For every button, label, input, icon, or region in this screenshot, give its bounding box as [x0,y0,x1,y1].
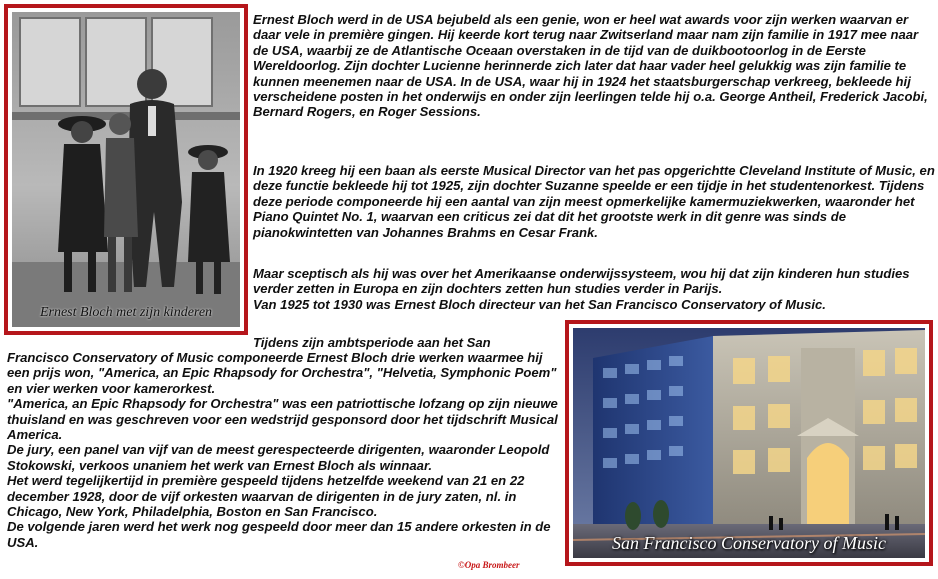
copyright-credit: ©Opa Brombeer [458,560,520,570]
conservatory-photo [573,328,925,558]
conservatory-photo-image [573,328,925,558]
article-paragraph-4-first-line: Tijdens zijn ambtsperiode aan het San [253,335,491,350]
conservatory-photo-caption: San Francisco Conservatory of Music [612,533,886,553]
article-paragraph-1: Ernest Bloch werd in de USA bejubeld als een genie, won er heel wat awards voor zijn werken waarvan er daar vele in première gingen. Hij keerde kort terug naar Zwitserland maar nam zijn familie in 1917 mee naar de USA, waarbij ze de Atlantische Oceaan overstaken in de tijd van de duikbootoorlog in de Eerste Wereldoorlog. Zijn dochter Lucienne herinnerde zich later dat haar vader heel gelukkig was zijn familie te kunnen meenemen naar de USA. In de USA, waar hij in 1924 het staatsburgerschap verkreeg, bekleede hij verscheidene posten in het onderwijs en onder zijn leerlingen telde hij o.a. George Antheil, Frederick Jacobi, Bernard Rogers, en Roger Sessions. [253,12,928,120]
family-photo-caption: Ernest Bloch met zijn kinderen [39,305,213,320]
family-photo-frame [4,4,248,335]
family-photo [12,12,240,327]
article-paragraph-3: Maar sceptisch als hij was over het Amerikaanse onderwijssysteem, wou hij dat zijn kinderen hun studies verder zetten in Europa en zijn dochters zetten hun studies verder in Parijs. Van 1925 tot 1930 was Ernest Bloch directeur van het San Francisco Conservatory of Music. [253,266,910,312]
article-paragraph-2: In 1920 kreeg hij een baan als eerste Musical Director van het pas opgerichtte Cleveland Institute of Music, en deze functie bekleede hij tot 1925, zijn dochter Suzanne speelde er een tijdje in het studentenorkest. Tijdens deze periode componeerde hij een aantal van zijn meest opmerkelijke kamermuziekwerken, waaronder het Piano Quintet No. 1, waarvan een criticus zei dat dit het grootste werk in dit genre was sinds de pianokwintetten van Johannes Brahms en Cesar Frank. [253,163,935,240]
article-paragraph-4: Francisco Conservatory of Music componeerde Ernest Bloch drie werken waarmee hij een prijs won, "America, an Epic Rhapsody for Orchestra", "Helvetia, Symphonic Poem" en vier werken voor kamerorkest. "America, an Epic Rhapsody for Orchestra" was een patriottische lofzang op zijn nieuwe thuisland en was geschreven voor een wedstrijd gesponsord door het tijdschrift Musical America. De jury, een panel van vijf van de meest gerespecteerde dirigenten, waaronder Leopold Stokowski, verkoos unaniem het werk van Ernest Bloch als winnaar. Het werd tegelijkertijd in première gespeeld tijdens hetzelfde weekend van 21 en 22 december 1928, door de vijf orkesten waarvan de dirigenten in de jury zaten, nl. in Chicago, New York, Philadelphia, Boston en San Francisco. De volgende jaren werd het werk nog gespeeld door meer dan 15 andere orkesten in de USA. [7,350,558,550]
conservatory-photo-frame [565,320,933,566]
family-photo-image [12,12,240,327]
